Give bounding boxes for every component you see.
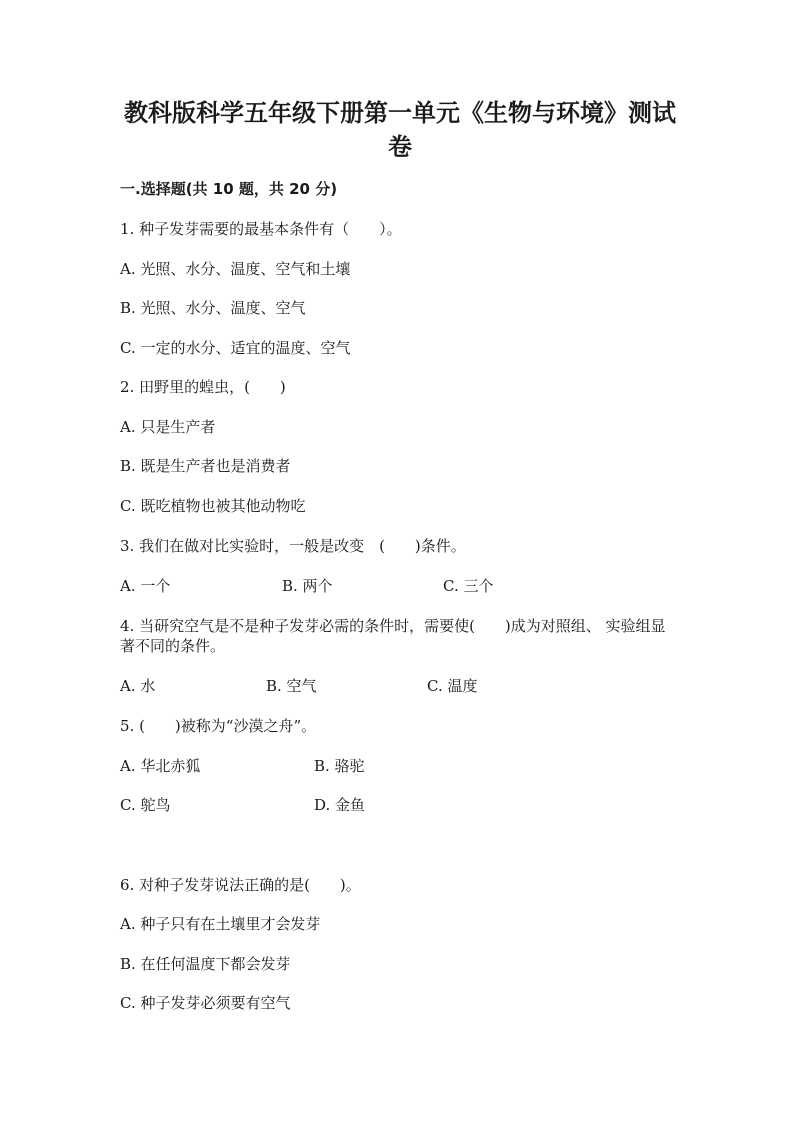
answer-option: A. 种子只有在土壤里才会发芽 <box>120 915 321 933</box>
answer-option: C. 一定的水分、适宜的温度、空气 <box>120 339 351 357</box>
answer-option: B. 两个 <box>282 577 333 595</box>
answer-option: C. 种子发芽必须要有空气 <box>120 994 291 1012</box>
answer-option: A. 光照、水分、温度、空气和土壤 <box>120 260 351 278</box>
section-heading: 一.选择题(共 10 题，共 20 分) <box>120 180 338 198</box>
answer-option: B. 空气 <box>266 677 317 695</box>
answer-option: A. 华北赤狐 <box>120 757 201 775</box>
answer-option: B. 既是生产者也是消费者 <box>120 457 291 475</box>
answer-option: C. 温度 <box>427 677 478 695</box>
answer-option: A. 一个 <box>120 577 171 595</box>
question-stem: 5. ( )被称为“沙漠之舟”。 <box>120 717 317 735</box>
answer-option: B. 光照、水分、温度、空气 <box>120 299 306 317</box>
answer-option: A. 水 <box>120 677 156 695</box>
answer-option: C. 三个 <box>443 577 494 595</box>
answer-option: C. 既吃植物也被其他动物吃 <box>120 497 306 515</box>
answer-option: B. 骆驼 <box>314 757 365 775</box>
question-stem: 1. 种子发芽需要的最基本条件有（ ）。 <box>120 220 402 238</box>
answer-option: D. 金鱼 <box>314 796 366 814</box>
document-title: 教科版科学五年级下册第一单元《生物与环境》测试卷 <box>124 99 676 161</box>
question-stem: 2. 田野里的蝗虫，( ) <box>120 378 286 396</box>
question-stem: 4. 当研究空气是不是种子发芽必需的条件时，需要使( )成为对照组、 实验组显著不同的条件。 <box>120 617 666 655</box>
question-stem: 6. 对种子发芽说法正确的是( )。 <box>120 876 361 894</box>
answer-option: B. 在任何温度下都会发芽 <box>120 955 291 973</box>
question-stem: 3. 我们在做对比实验时，一般是改变 ( )条件。 <box>120 537 466 555</box>
answer-option: C. 鸵鸟 <box>120 796 171 814</box>
answer-option: A. 只是生产者 <box>120 418 216 436</box>
